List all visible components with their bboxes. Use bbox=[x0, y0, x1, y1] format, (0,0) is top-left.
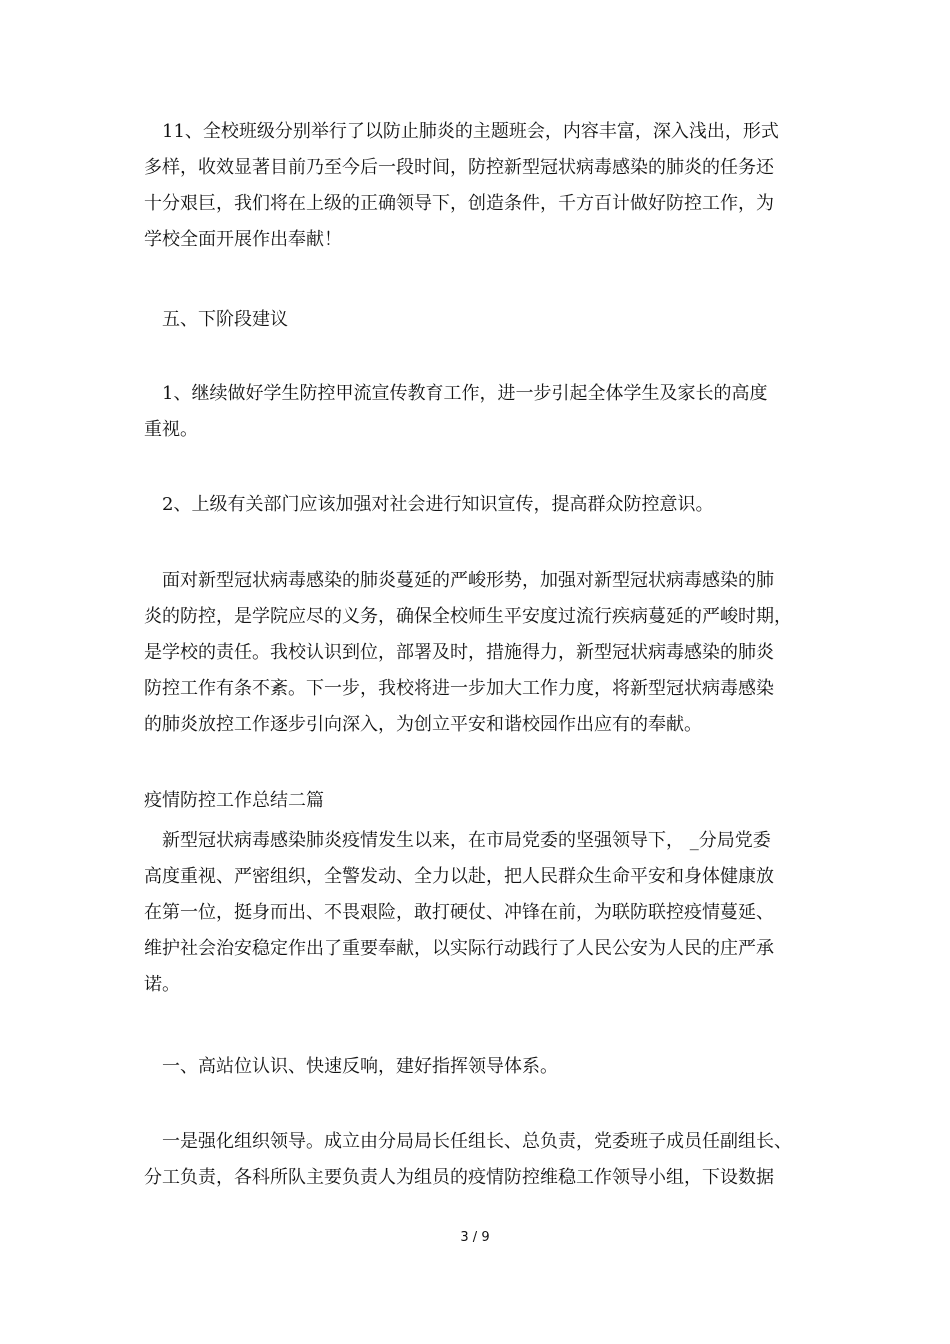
text-line: 学校全面开展作出奉献！ bbox=[144, 229, 342, 250]
text-line: 11、全校班级分别举行了以防止肺炎的主题班会，内容丰富，深入浅出，形式 bbox=[144, 121, 779, 142]
text-line: 疫情防控工作总结二篇 bbox=[144, 790, 324, 811]
text-line: 是学校的责任。我校认识到位，部署及时，措施得力，新型冠状病毒感染的肺炎 bbox=[144, 642, 774, 663]
heading-next-stage-suggestions bbox=[144, 302, 808, 338]
paragraph-epidemic-intro bbox=[144, 823, 808, 1003]
text-line: 面对新型冠状病毒感染的肺炎蔓延的严峻形势，加强对新型冠状病毒感染的肺 bbox=[144, 570, 774, 591]
text-line: 的肺炎放控工作逐步引向深入，为创立平安和谐校园作出应有的奉献。 bbox=[144, 714, 702, 735]
suggestion-item-1 bbox=[144, 376, 808, 448]
page-number: 3 / 9 bbox=[460, 1230, 490, 1245]
text-line: 新型冠状病毒感染肺炎疫情发生以来，在市局党委的坚强领导下， _分局党委 bbox=[144, 830, 771, 851]
text-line: 高度重视、严密组织，全警发动、全力以赴，把人民群众生命平安和身体健康放 bbox=[144, 866, 774, 887]
text-line: 2、上级有关部门应该加强对社会进行知识宣传，提高群众防控意识。 bbox=[144, 494, 714, 515]
text-line: 分工负责，各科所队主要负责人为组员的疫情防控维稳工作领导小组，下设数据 bbox=[144, 1167, 774, 1188]
text-line: 维护社会治安稳定作出了重要奉献，以实际行动践行了人民公安为人民的庄严承 bbox=[144, 938, 774, 959]
text-line: 在第一位，挺身而出、不畏艰险，敢打硬仗、冲锋在前，为联防联控疫情蔓延、 bbox=[144, 902, 774, 923]
text-line: 五、下阶段建议 bbox=[144, 309, 288, 330]
text-line: 多样，收效显著目前乃至今后一段时间，防控新型冠状病毒感染的肺炎的任务还 bbox=[144, 157, 774, 178]
text-line: 防控工作有条不紊。下一步，我校将进一步加大工作力度，将新型冠状病毒感染 bbox=[144, 678, 774, 699]
paragraph-organization-leadership bbox=[144, 1124, 808, 1196]
paragraph-conclusion bbox=[144, 563, 808, 743]
paragraph-class-meetings bbox=[144, 114, 808, 258]
text-line: 一是强化组织领导。成立由分局局长任组长、总负责，党委班子成员任副组长、 bbox=[144, 1131, 792, 1152]
heading-command-system bbox=[144, 1049, 808, 1085]
suggestion-item-2 bbox=[144, 487, 808, 523]
text-line: 诺。 bbox=[144, 974, 180, 995]
section-title bbox=[144, 783, 808, 819]
text-line: 重视。 bbox=[144, 419, 198, 440]
text-line: 1、继续做好学生防控甲流宣传教育工作，进一步引起全体学生及家长的高度 bbox=[144, 383, 768, 404]
text-line: 十分艰巨，我们将在上级的正确领导下，创造条件，千方百计做好防控工作，为 bbox=[144, 193, 774, 214]
text-line: 一、高站位认识、快速反响，建好指挥领导体系。 bbox=[144, 1056, 558, 1077]
text-line: 炎的防控，是学院应尽的义务，确保全校师生平安度过流行疾病蔓延的严峻时期， bbox=[144, 606, 792, 627]
